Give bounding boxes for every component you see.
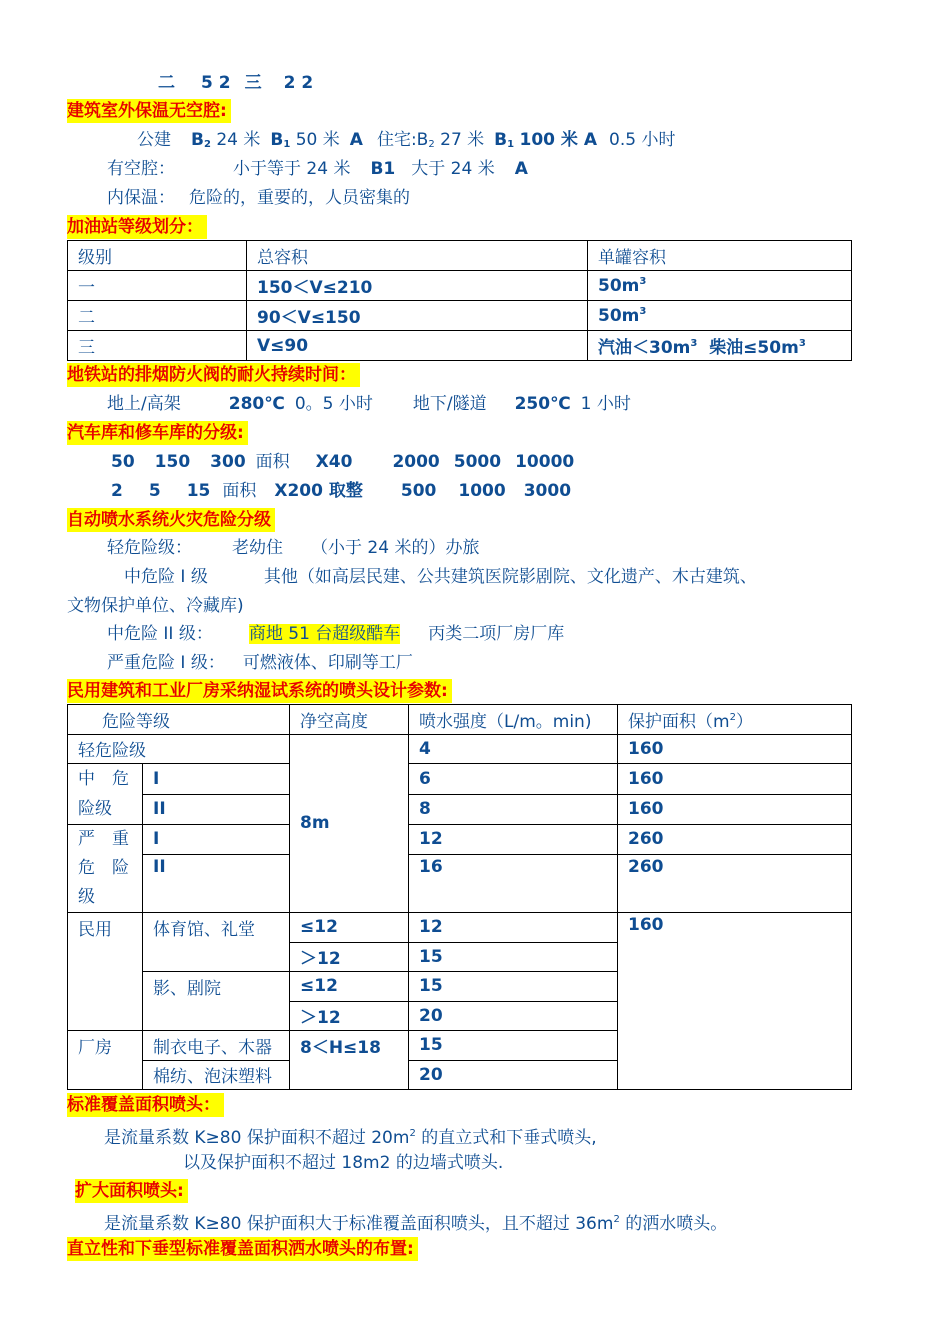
table-cell: 影、剧院 [143, 972, 290, 1031]
sprinkler-params-table [67, 704, 852, 1090]
table-row [68, 913, 852, 943]
t: 严 重 [78, 829, 129, 849]
t: 0.5 小时 [609, 130, 676, 150]
table-cell: 12 [409, 825, 618, 855]
hazard-line-5 [107, 651, 413, 675]
t: 3 [690, 338, 698, 349]
t: 2 [111, 481, 123, 501]
table-cell: ≤12 [290, 972, 409, 1002]
t: 0。5 小时 [294, 394, 373, 414]
t: （小于 24 米的）办旅 [311, 538, 480, 558]
t: 可燃液体、印刷等工厂 [242, 653, 413, 673]
table-cell [588, 331, 852, 361]
table-header: 级别 [68, 241, 247, 271]
t: 级 [78, 887, 95, 907]
table-cell: 20 [409, 1001, 618, 1031]
table-cell: V≤90 [247, 331, 588, 361]
t: B1 [370, 159, 396, 179]
heading-sprinkler-hazard: 自动喷水系统火灾危险分级 [67, 508, 275, 532]
t: 3000 [523, 481, 572, 501]
table-row [68, 825, 852, 855]
table-cell: II [143, 854, 290, 913]
t: 15 [186, 481, 211, 501]
t: 内保温： [107, 188, 175, 208]
t: 住宅:B [376, 130, 429, 150]
t: 1 [283, 139, 291, 150]
t: 汽油＜30m [598, 338, 691, 358]
t: ） [735, 711, 753, 732]
t: X40 [315, 452, 353, 472]
t: 是流量系数 K≥80 保护面积大于标准覆盖面积喷头，且不超过 36m [104, 1214, 614, 1234]
table-header: 危险等级 [68, 705, 290, 735]
table-cell: 160 [618, 913, 852, 1090]
heading-metro: 地铁站的排烟防火阀的耐火持续时间： [67, 363, 360, 387]
t: 中 危 [78, 769, 129, 789]
table-cell: 20 [409, 1060, 618, 1090]
t: 险级 [78, 799, 112, 819]
t: 24 米 [216, 130, 261, 150]
t: 5000 [453, 452, 502, 472]
table-cell: I [143, 764, 290, 795]
t: B [494, 130, 508, 150]
t: 500 [400, 481, 437, 501]
t: 危 险 [78, 858, 129, 878]
table-cell: 三 [68, 331, 247, 361]
table-cell [68, 825, 143, 913]
t: B [270, 130, 284, 150]
t: 1 [507, 139, 515, 150]
t: A [349, 130, 363, 150]
table-cell: 150＜V≤210 [247, 271, 588, 301]
t: 2 [613, 1214, 620, 1225]
table-cell: 15 [409, 942, 618, 972]
table-row [68, 764, 852, 795]
t: 有空腔： [107, 159, 175, 179]
t: 2 [729, 711, 736, 723]
t: 是流量系数 K≥80 保护面积不超过 20m [104, 1128, 410, 1148]
insulation-line-1 [137, 128, 675, 157]
extended-line-1 [104, 1208, 727, 1236]
table-row [68, 301, 852, 331]
table-header: 总容积 [247, 241, 588, 271]
hazard-line-2 [124, 565, 757, 589]
table-cell: 民用 [68, 913, 143, 1031]
t: 的洒水喷头。 [619, 1214, 728, 1234]
t: 大于 24 米 [411, 159, 495, 179]
table-cell [588, 271, 852, 301]
garage-line-1 [111, 450, 574, 474]
t: 100 米 A [519, 130, 597, 150]
t: 面积 [255, 452, 290, 472]
heading-extended-sprinkler: 扩大面积喷头: [75, 1179, 188, 1203]
t: 250℃ [514, 394, 571, 414]
table-header: 单罐容积 [588, 241, 852, 271]
heading-insulation: 建筑室外保温无空腔: [67, 99, 231, 123]
table-cell [68, 764, 143, 825]
t: A [514, 159, 528, 179]
t: 50 米 [295, 130, 340, 150]
table-header: 净空高度 [290, 705, 409, 735]
heading-standard-sprinkler: 标准覆盖面积喷头： [67, 1093, 224, 1117]
table-cell: 一 [68, 271, 247, 301]
t: 3 [639, 305, 647, 317]
table-cell: 15 [409, 972, 618, 1002]
table-cell: 15 [409, 1031, 618, 1061]
t: 2 [428, 139, 435, 150]
heading-garage: 汽车库和修车库的分级: [67, 421, 248, 445]
table-cell: 160 [618, 734, 852, 764]
t: 3 [639, 275, 647, 287]
heading-sprinkler-params: 民用建筑和工业厂房采纳湿试系统的喷头设计参数: [67, 679, 452, 703]
table-header [618, 705, 852, 735]
table-row [68, 705, 852, 735]
t: 地下/隧道 [412, 394, 487, 414]
t: 1 小时 [580, 394, 631, 414]
t: 1000 [458, 481, 506, 501]
t: X200 取整 [274, 481, 363, 501]
t: B [191, 130, 204, 150]
garage-line-2 [111, 479, 571, 503]
t: 公建 [137, 130, 171, 150]
t: 300 [210, 452, 246, 472]
table-cell: 6 [409, 764, 618, 795]
table-row [68, 271, 852, 301]
t: 严重危险 I 级： [107, 653, 225, 673]
top-a: 二 [158, 73, 175, 93]
table-cell: 160 [618, 764, 852, 795]
t: 保护面积（m [628, 711, 730, 732]
t: 商地 51 台超级酷车 [248, 624, 401, 644]
t: 丙类二项厂房厂库 [428, 624, 565, 644]
table-cell: 260 [618, 854, 852, 913]
table-row [68, 734, 852, 764]
table-row [68, 331, 852, 361]
table-cell: ＞12 [290, 1001, 409, 1031]
table-cell: ≤12 [290, 913, 409, 943]
t: 50m [598, 305, 640, 326]
insulation-line-3 [107, 186, 410, 210]
t: 柴油≤50m [709, 338, 799, 358]
table-cell: II [143, 794, 290, 825]
table-row [68, 241, 852, 271]
t: 5 [148, 481, 161, 501]
t: 50m [598, 275, 640, 296]
insulation-line-2 [107, 157, 528, 181]
top-d: 2 2 [283, 73, 314, 93]
t: 轻危险级： [107, 538, 192, 558]
t: 小于等于 24 米 [233, 159, 351, 179]
table-cell: 制衣电子、木器 [143, 1031, 290, 1061]
t: 中危险 I 级 [124, 567, 208, 587]
table-cell: 8＜H≤18 [290, 1031, 409, 1090]
table-header: 喷水强度（L/m。min) [409, 705, 618, 735]
t: 280℃ [228, 394, 285, 414]
hazard-line-3: 文物保护单位、冷藏库) [67, 596, 244, 616]
hazard-line-1 [107, 536, 479, 560]
t: 2 [409, 1128, 416, 1139]
top-b: 5 2 [201, 73, 231, 93]
top-c: 三 [244, 73, 262, 93]
table-cell: 90＜V≤150 [247, 301, 588, 331]
t: 危险的，重要的，人员密集的 [189, 188, 410, 208]
table-cell: 4 [409, 734, 618, 764]
table-row [68, 854, 852, 881]
t: 的直立式和下垂式喷头, [415, 1128, 597, 1148]
table-cell: ＞12 [290, 942, 409, 972]
table-cell: 160 [618, 794, 852, 825]
table-cell: 轻危险级 [68, 734, 290, 764]
t: 2 [203, 139, 211, 150]
t: 老幼住 [232, 538, 283, 558]
table-cell: 260 [618, 825, 852, 855]
t: 10000 [515, 452, 575, 472]
table-cell: 16 [409, 854, 618, 913]
hazard-line-4 [107, 622, 564, 646]
standard-line-1 [104, 1122, 597, 1150]
top-line [158, 71, 313, 95]
table-cell: 棉纺、泡沫塑料 [143, 1060, 290, 1090]
t: 3 [798, 338, 806, 349]
standard-line-2: 以及保护面积不超过 18m2 的边墙式喷头. [183, 1153, 504, 1173]
t: 面积 [222, 481, 257, 501]
t: 地上/高架 [107, 394, 181, 414]
table-cell: 8 [409, 794, 618, 825]
table-cell: 体育馆、礼堂 [143, 913, 290, 972]
t: 2000 [392, 452, 440, 472]
t: 50 [111, 452, 135, 472]
t: 150 [154, 452, 191, 472]
gas-station-table [67, 240, 852, 361]
heading-gas-station: 加油站等级划分： [67, 215, 207, 239]
table-cell: 12 [409, 913, 618, 943]
t: 中危险 II 级： [107, 624, 213, 644]
table-cell: I [143, 825, 290, 855]
t: 27 米 [440, 130, 485, 150]
table-cell: 8m [290, 734, 409, 913]
table-cell [588, 301, 852, 331]
metro-line [107, 392, 631, 416]
table-cell: 厂房 [68, 1031, 143, 1090]
t: 其他（如高层民建、公共建筑医院影剧院、文化遗产、木古建筑、 [263, 567, 757, 587]
heading-layout: 直立性和下垂型标准覆盖面积洒水喷头的布置: [67, 1237, 418, 1261]
table-row [68, 794, 852, 825]
table-cell: 二 [68, 301, 247, 331]
